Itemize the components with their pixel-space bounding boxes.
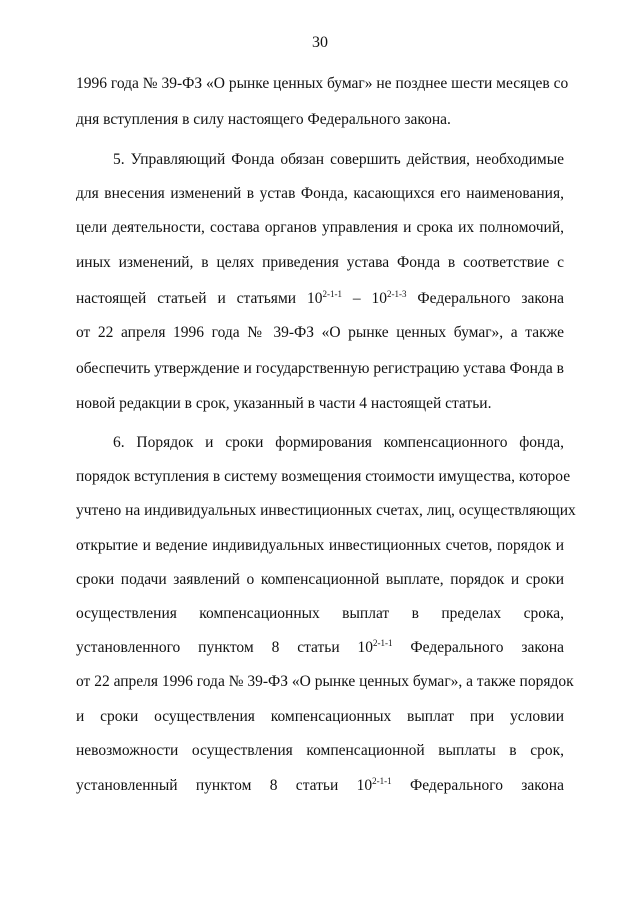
- line-segment: Федерального закона: [406, 290, 564, 307]
- text-line: от 22 апреля 1996 года № 39-ФЗ «О рынке ценных бумаг», а также порядок: [76, 673, 574, 690]
- text-line: порядок вступления в систему возмещения стоимости имущества, которое: [76, 468, 571, 485]
- text-line: от 22 апреля 1996 года № 39-ФЗ «О рынке ценных бумаг», а также: [76, 324, 564, 341]
- text-line: дня вступления в силу настоящего Федерального закона.: [76, 111, 451, 128]
- text-line: цели деятельности, состава органов управления и срока их полномочий,: [76, 219, 564, 236]
- line-segment: установленного пунктом 8 статьи 10: [76, 639, 374, 656]
- text-line-with-superscripts: [76, 289, 564, 309]
- line-segment: – 10: [341, 290, 387, 307]
- text-line: учтено на индивидуальных инвестиционных счетах, лиц, осуществляющих: [76, 502, 576, 519]
- page-number: 30: [312, 34, 328, 51]
- text-line: сроки подачи заявлений о компенсационной выплате, порядок и сроки: [76, 571, 564, 588]
- line-segment: Федерального закона: [391, 777, 564, 794]
- line-segment: настоящей статьей и статьями 10: [76, 290, 323, 307]
- text-line: 1996 года № 39-ФЗ «О рынке ценных бумаг» не позднее шести месяцев со: [76, 75, 569, 92]
- paragraph-5-first-line: 5. Управляющий Фонда обязан совершить действия, необходимые: [113, 151, 564, 168]
- line-segment: установленный пунктом 8 статьи 10: [76, 777, 373, 794]
- text-line: невозможности осуществления компенсационной выплаты в срок,: [76, 742, 564, 759]
- text-line-with-superscript: [76, 776, 564, 796]
- text-line: для внесения изменений в устав Фонда, касающихся его наименования,: [76, 185, 564, 202]
- line-segment: Федерального закона: [392, 639, 565, 656]
- text-line: осуществления компенсационных выплат в пределах срока,: [76, 605, 564, 622]
- text-line: обеспечить утверждение и государственную регистрацию устава Фонда в: [76, 360, 564, 377]
- paragraph-6-first-line: 6. Порядок и сроки формирования компенсационного фонда,: [113, 434, 564, 451]
- text-line-with-superscript: [76, 638, 564, 658]
- text-line: открытие и ведение индивидуальных инвестиционных счетов, порядок и: [76, 537, 564, 554]
- superscript: 2-1-1: [373, 638, 393, 648]
- superscript: 2-1-1: [322, 289, 342, 299]
- superscript: 2-1-3: [387, 289, 407, 299]
- text-line: и сроки осуществления компенсационных выплат при условии: [76, 708, 564, 725]
- superscript: 2-1-1: [372, 776, 392, 786]
- text-line: новой редакции в срок, указанный в части 4 настоящей статьи.: [76, 395, 492, 412]
- text-line: иных изменений, в целях приведения устава Фонда в соответствие с: [76, 254, 564, 271]
